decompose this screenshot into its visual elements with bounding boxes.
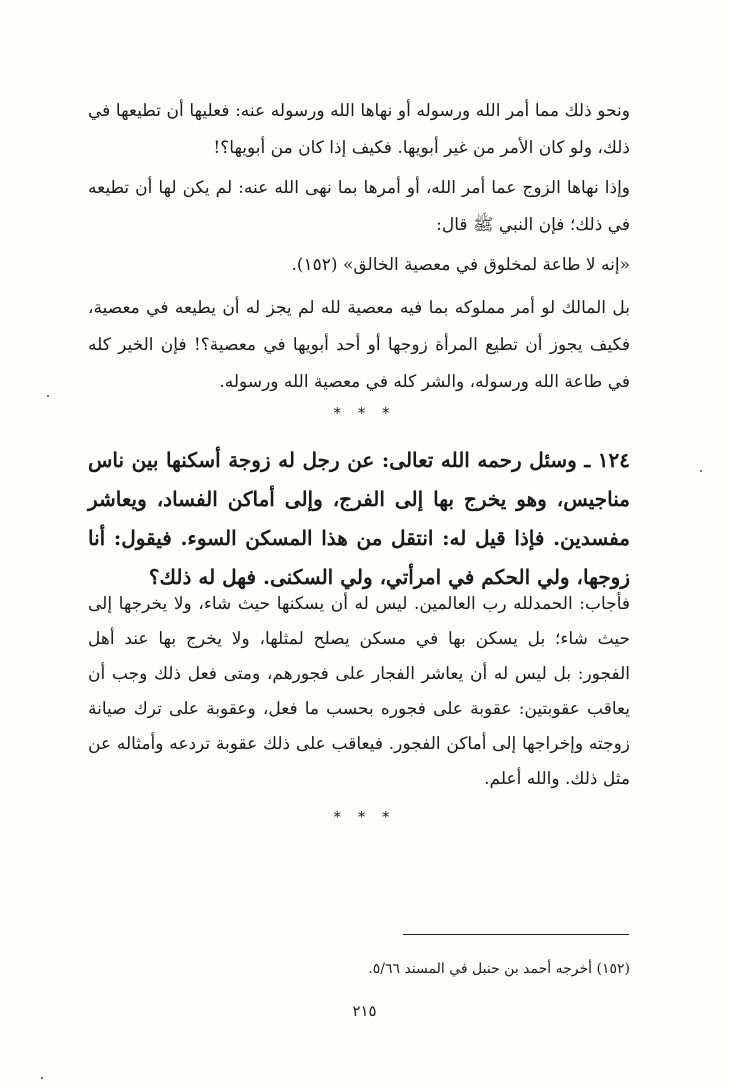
question-block [88, 441, 630, 597]
question-text: ١٢٤ ـ وسئل رحمه الله تعالى: عن رجل له زوجة أسكنها بين ناس مناجيس، وهو يخرج بها إلى الفرج، وإلى أماكن الفساد، ويعاشر مفسدين. فإذا قيل له: انتقل من هذا المسكن السوء. فيقول: أنا زوجها، ولي الحكم في امرأتي، ولي السكنى. فهل له ذلك؟ [88, 448, 630, 589]
answer-text: فأجاب: الحمدلله رب العالمين. ليس له أن يسكنها حيث شاء، ولا يخرجها إلى حيث شاء؛ بل يسكن بها في مسكن يصلح لمثلها، ولا يخرج بها عند أهل الفجور: بل ليس له أن يعاشر الفجار على فجورهم، ومتى فعل ذلك وجب أن يعاقب عقوبتين: عقوبة على فجوره بحسب ما فعل، وعقوبة على ترك صيانة زوجته وإخراجها إلى أماكن الفجور. فيعاقب على ذلك عقوبة تردعه وأمثاله عن مثل ذلك. والله أعلم. [88, 594, 630, 789]
answer-block [88, 587, 630, 797]
section-separator-2: * * * [333, 808, 396, 826]
page-number: ٢١٥ [352, 1002, 377, 1020]
section-separator-1: * * * [333, 404, 396, 422]
hadith-quote-text: «إنه لا طاعة لمخلوق في معصية الخالق» (١٥٢). [291, 255, 630, 275]
scan-speck [700, 470, 702, 472]
paragraph-2-text: وإذا نهاها الزوج عما أمر الله، أو أمرها بما نهى الله عنه: لم يكن لها أن تطيعه في ذلك؛ فإن النبي ﷺ قال: [88, 178, 630, 235]
footnote-divider [403, 934, 629, 935]
paragraph-2 [88, 170, 630, 244]
paragraph-3-text: بل المالك لو أمر مملوكه بما فيه معصية لله لم يجز له أن يطيعه في معصية، فكيف يجوز أن تطيع المرأة زوجها أو أحد أبويها في معصية؟! فإن الخير كله في طاعة الله ورسوله، والشر كله في معصية الله ورسوله. [88, 298, 630, 392]
paragraph-1-text: ونحو ذلك مما أمر الله ورسوله أو نهاها الله ورسوله عنه: فعليها أن تطيعها في ذلك، ولو كان الأمر من غير أبويها. فكيف إذا كان من أبويها؟! [88, 101, 630, 158]
paragraph-3 [88, 290, 630, 401]
hadith-quote [88, 247, 630, 284]
paragraph-1 [88, 93, 630, 167]
scan-speck [41, 1077, 43, 1079]
footnote: (١٥٢) أخرجه أحمد بن حنبل في المسند ٥/٦٦. [368, 961, 630, 977]
scan-speck [47, 395, 49, 397]
